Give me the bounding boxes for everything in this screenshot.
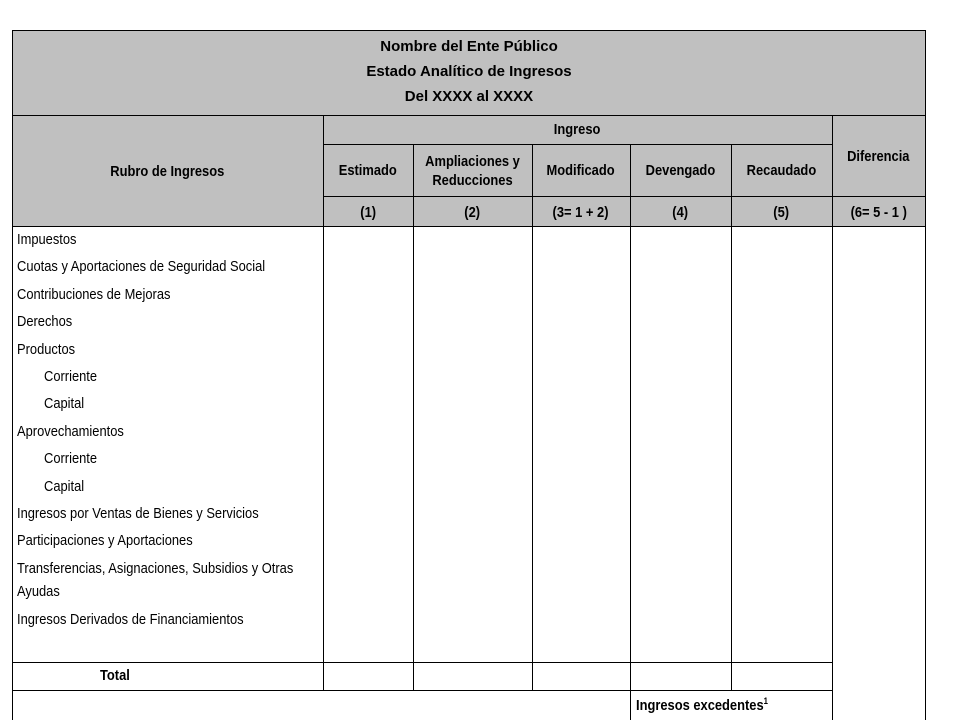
col-line-3 xyxy=(532,226,533,691)
formula-diferencia: (6= 5 - 1 ) xyxy=(850,203,907,221)
excedentes-label: Ingresos excedentes$^1$ xyxy=(636,696,768,714)
col-header-modificado: Modificado xyxy=(532,144,631,197)
row-label: Capital xyxy=(44,478,85,495)
col-header-estimado: Estimado xyxy=(323,144,414,197)
col-line-2 xyxy=(413,226,414,691)
col-header-devengado: Devengado xyxy=(630,144,732,197)
row-label: Participaciones y Aportaciones xyxy=(17,532,193,549)
report-period: Del XXXX al XXXX xyxy=(404,88,534,105)
col-header-ampliaciones: Ampliaciones y Reducciones xyxy=(413,144,533,197)
report-title-block xyxy=(12,30,926,116)
row-label: Cuotas y Aportaciones de Seguridad Social xyxy=(17,258,266,275)
excedentes-footnote-marker: 1 xyxy=(763,696,768,706)
entity-name: Nombre del Ente Público xyxy=(380,38,558,55)
row-label: Aprovechamientos xyxy=(17,423,124,440)
total-row-border xyxy=(12,662,833,691)
row-label: Impuestos xyxy=(17,231,77,248)
col-line-4 xyxy=(630,226,631,720)
row-label: Capital xyxy=(44,395,85,412)
col-line-5 xyxy=(731,226,732,691)
row-label-transferencias xyxy=(17,560,319,577)
col-line-right xyxy=(925,30,926,720)
formula-estimado: (1) xyxy=(323,197,414,227)
row-label: Contribuciones de Mejoras xyxy=(17,286,171,303)
col-line-6 xyxy=(832,226,833,720)
total-label: Total xyxy=(100,667,130,684)
formula-devengado: (4) xyxy=(630,197,732,227)
formula-modificado: (3= 1 + 2) xyxy=(532,197,631,227)
col-header-rubro: Rubro de Ingresos xyxy=(12,115,324,227)
row-label: Transferencias, Asignaciones, Subsidios y Otras xyxy=(17,560,294,577)
formula-ampliaciones: (2) xyxy=(413,197,533,227)
row-label: Corriente xyxy=(44,450,98,467)
report-name: Estado Analítico de Ingresos xyxy=(366,63,572,80)
row-label: Derechos xyxy=(17,313,73,330)
row-label: Ingresos Derivados de Financiamientos xyxy=(17,611,244,628)
row-label: Corriente xyxy=(44,368,98,385)
formula-recaudado: (5) xyxy=(731,197,833,227)
col-header-recaudado: Recaudado xyxy=(731,144,833,197)
col-group-ingreso: Ingreso xyxy=(323,115,833,145)
row-label: Ayudas xyxy=(17,583,60,600)
row-label: Ingresos por Ventas de Bienes y Servicios xyxy=(17,505,259,522)
col-line-1 xyxy=(323,226,324,691)
col-header-diferencia: Diferencia xyxy=(847,147,910,165)
left-border-bottom xyxy=(12,662,13,720)
row-label: Productos xyxy=(17,341,76,358)
